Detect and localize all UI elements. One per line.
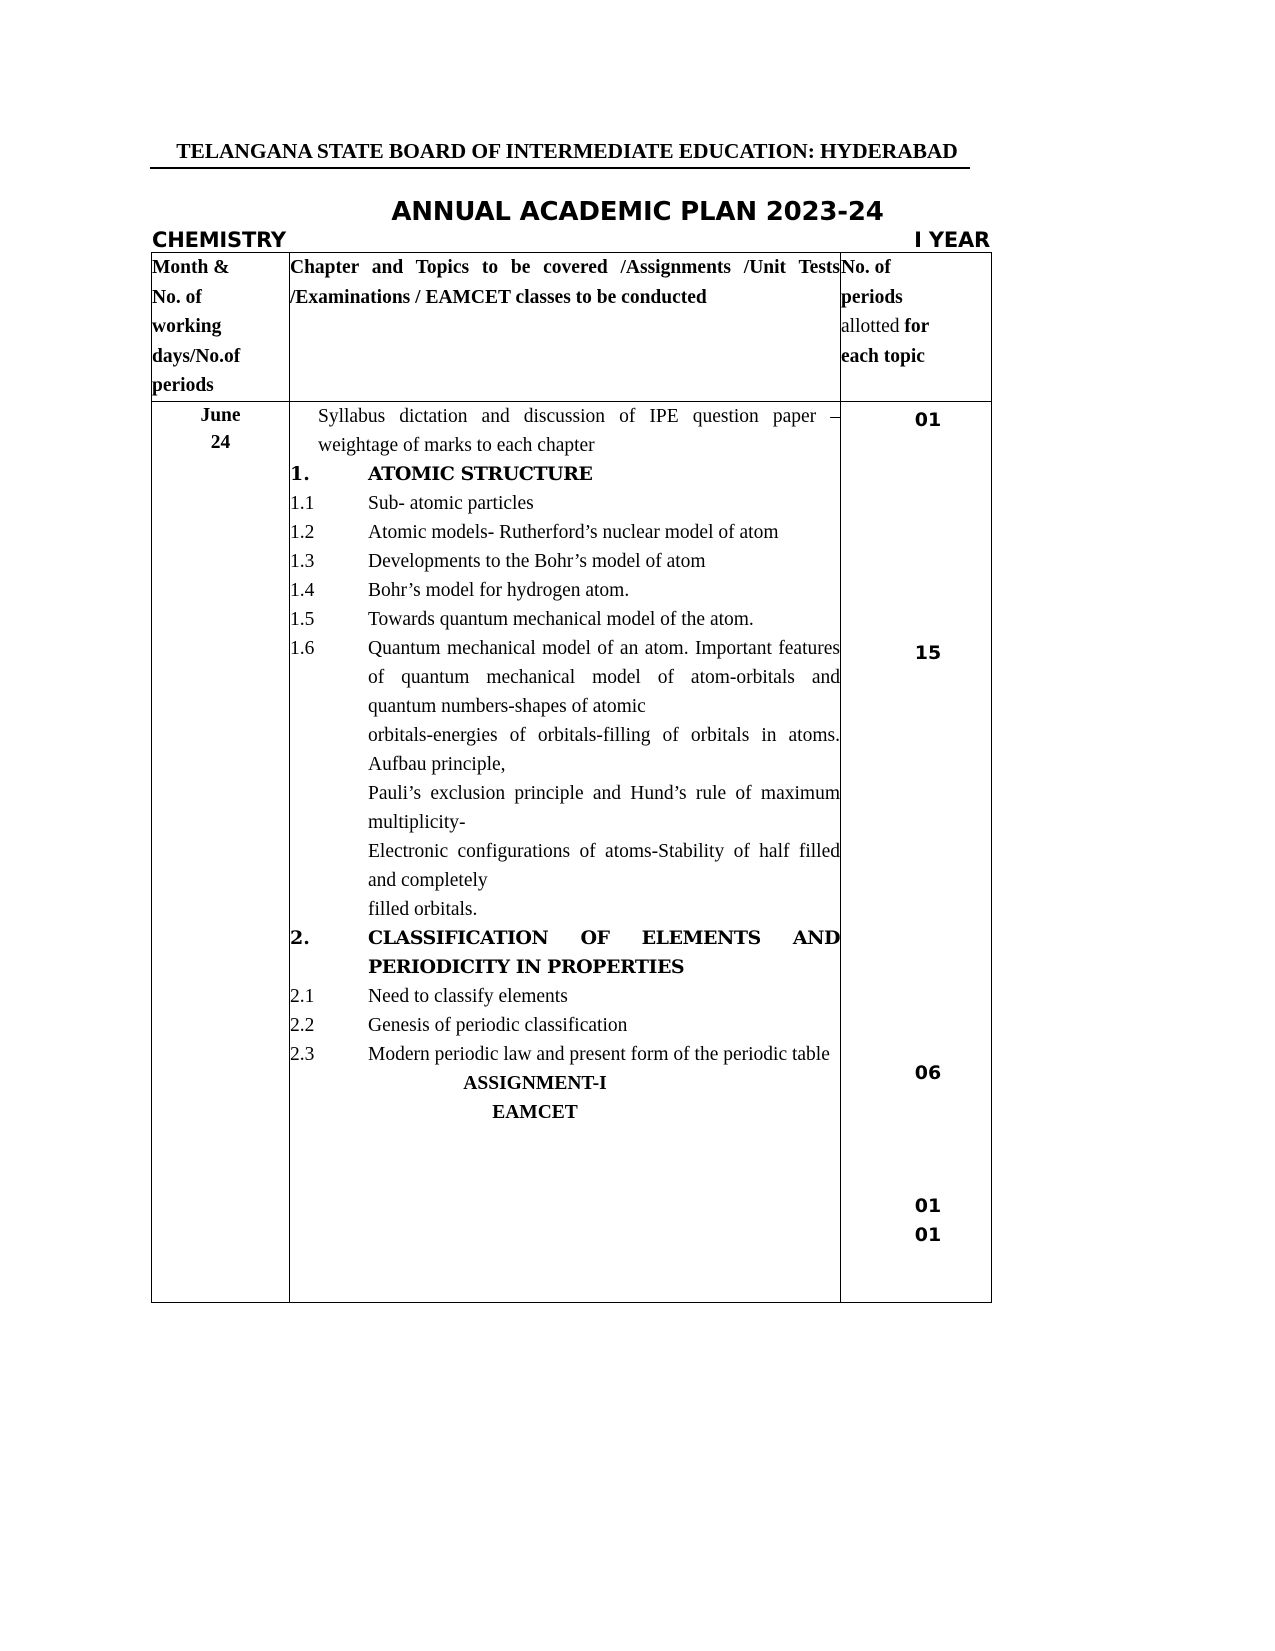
annual-plan-table (151, 252, 992, 1303)
syllabus-intro-line: Syllabus dictation and discussion of IPE question paper – weightage of marks to each chapter (318, 405, 840, 456)
topic-2-2-text: Genesis of periodic classification (368, 1014, 628, 1036)
topic-1-4-row (290, 576, 840, 605)
topic-1-2-text: Atomic models- Rutherford’s nuclear model of atom (368, 521, 779, 543)
topics-cell (290, 401, 841, 1302)
topic-1-4-text: Bohr’s model for hydrogen atom. (368, 579, 630, 601)
subject-year-line (152, 228, 990, 252)
year-label: I YEAR (914, 228, 990, 252)
header-month-line-2: No. of (152, 286, 202, 308)
month-cell (152, 401, 290, 1302)
topic-1-5-row (290, 605, 840, 634)
topic-1-6-number: 1.6 (290, 637, 315, 659)
topic-1-6-extra-line-2: Pauli’s exclusion principle and Hund’s rule of maximum multiplicity- (368, 782, 840, 833)
header-periods-line-4: each topic (841, 345, 925, 367)
chapter-1-title: ATOMIC STRUCTURE (368, 462, 593, 485)
header-periods-line-2: periods (841, 286, 903, 308)
topic-1-2-row (290, 518, 840, 547)
topic-1-3-row (290, 547, 840, 576)
header-cell-month (152, 253, 290, 402)
header-month-line-4: days/No.of (152, 345, 241, 367)
topic-1-6-extra-line-4: filled orbitals. (368, 898, 478, 920)
eamcet-label: EAMCET (492, 1101, 578, 1123)
chapter-1-heading-row (290, 460, 840, 489)
assignment-label: ASSIGNMENT-I (463, 1072, 607, 1094)
topic-2-1-row (290, 982, 840, 1011)
chapter-1-number: 1. (290, 462, 310, 485)
topic-1-2-number: 1.2 (290, 521, 315, 543)
header-periods-line-3 (841, 312, 991, 342)
topic-1-1-row (290, 489, 840, 518)
topic-1-6-row (290, 634, 840, 721)
periods-value-chapter-1: 15 (914, 641, 942, 664)
topic-1-6-text: Quantum mechanical model of an atom. Important features of quantum mechanical model of atom-orbitals and quantum numbers-shapes of atomic (368, 637, 840, 717)
header-periods-allotted: allotted (841, 316, 905, 337)
periods-value-chapter-2: 06 (914, 1061, 942, 1084)
header-month-line-5: periods (152, 375, 214, 396)
topic-1-1-number: 1.1 (290, 492, 315, 514)
topic-2-2-row (290, 1011, 840, 1040)
topic-2-3-number: 2.3 (290, 1043, 315, 1065)
periods-value-eamcet: 01 (914, 1223, 942, 1246)
subject-label: CHEMISTRY (152, 228, 286, 252)
topic-1-3-number: 1.3 (290, 550, 315, 572)
table-row (152, 401, 992, 1302)
periods-value-intro: 01 (914, 408, 942, 431)
topic-1-5-number: 1.5 (290, 608, 315, 630)
topic-2-2-number: 2.2 (290, 1014, 315, 1036)
topic-1-3-text: Developments to the Bohr’s model of atom (368, 550, 706, 572)
topic-1-5-text: Towards quantum mechanical model of the atom. (368, 608, 754, 630)
board-title: TELANGANA STATE BOARD OF INTERMEDIATE EDUCATION: HYDERABAD (176, 139, 958, 163)
topic-2-1-number: 2.1 (290, 985, 315, 1007)
topic-1-1-text: Sub- atomic particles (368, 492, 534, 514)
header-cell-topics (290, 253, 841, 402)
header-cell-periods (841, 253, 992, 402)
chapter-2-title: CLASSIFICATION OF ELEMENTS AND PERIODICITY IN PROPERTIES (368, 926, 840, 978)
topic-2-3-text: Modern periodic law and present form of the periodic table (368, 1043, 830, 1065)
chapter-2-number: 2. (290, 926, 310, 949)
topic-2-3-row (290, 1040, 840, 1069)
board-title-underline (150, 167, 970, 169)
chapter-2-heading-row (290, 924, 840, 982)
topic-1-6-extra-line-3: Electronic configurations of atoms-Stability of half filled and completely (368, 840, 840, 891)
topic-1-4-number: 1.4 (290, 579, 315, 601)
plan-title: ANNUAL ACADEMIC PLAN 2023-24 (391, 197, 884, 227)
table-header-row (152, 253, 992, 402)
header-month-line-3: working (152, 316, 222, 337)
month-working-days: 24 (210, 431, 231, 453)
topic-1-6-extra-line-1: orbitals-energies of orbitals-filling of orbitals in atoms. Aufbau principle, (368, 724, 840, 775)
periods-cell (841, 401, 992, 1302)
header-periods-line-1: No. of (841, 257, 891, 278)
header-periods-for: for (904, 316, 930, 337)
topic-2-1-text: Need to classify elements (368, 985, 568, 1007)
periods-value-assignment: 01 (914, 1194, 942, 1217)
month-name: June (200, 404, 241, 426)
header-topics-text: Chapter and Topics to be covered /Assignments /Unit Tests /Examinations / EAMCET classes to be conducted (290, 257, 840, 308)
header-month-line-1: Month & (152, 257, 230, 278)
